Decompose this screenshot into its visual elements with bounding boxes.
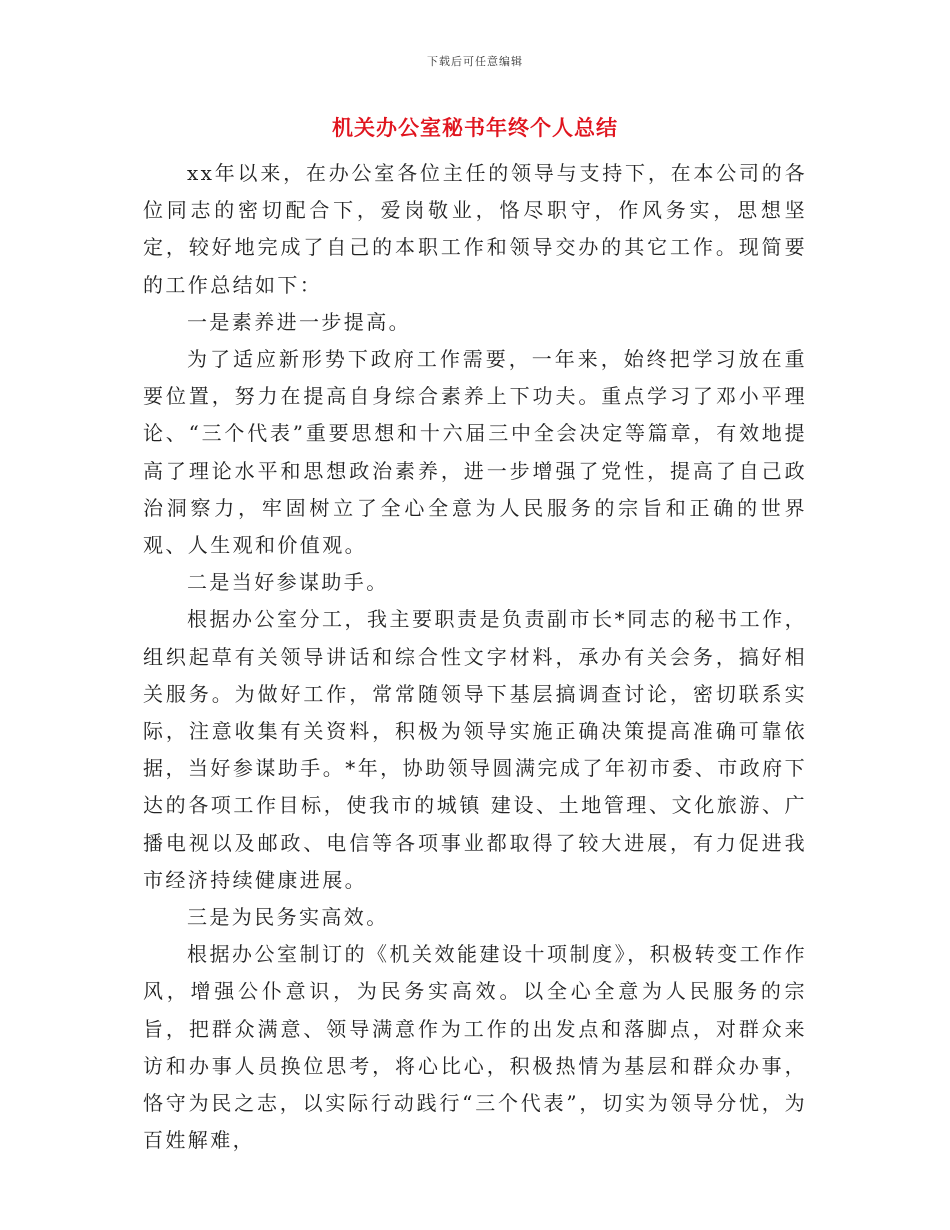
document-title: 机关办公室秘书年终个人总结 [332, 115, 618, 140]
header-note: 下载后可任意编辑 [427, 55, 523, 68]
section-heading-2: 二是当好参谋助手。 [187, 570, 389, 595]
document-body [143, 155, 807, 1159]
section-heading-3: 三是为民务实高效。 [187, 905, 389, 930]
paragraph-section-3: 根据办公室制订的《机关效能建设十项制度》，积极转变工作作风，增强公仆意识，为民务实高效。以全心全意为人民服务的宗旨，把群众满意、领导满意作为工作的出发点和落脚点，对群众来访和办事人员换位思考，将心比心，积极热情为基层和群众办事，恪守为民之志，以实际行动践行“三个代表”，切实为领导分忧，为百姓解难， [143, 942, 807, 1153]
paragraph-section-1: 为了适应新形势下政府工作需要，一年来，始终把学习放在重要位置，努力在提高自身综合素养上下功夫。重点学习了邓小平理论、“三个代表”重要思想和十六届三中全会决定等篇章，有效地提高了理论水平和思想政治素养，进一步增强了党性，提高了自己政治洞察力，牢固树立了全心全意为人民服务的宗旨和正确的世界观、人生观和价值观。 [143, 347, 807, 558]
section-heading-1: 一是素养进一步提高。 [187, 309, 411, 334]
paragraph-intro: xx年以来，在办公室各位主任的领导与支持下，在本公司的各位同志的密切配合下，爱岗敬业，恪尽职守，作风务实，思想坚定，较好地完成了自己的本职工作和领导交办的其它工作。现简要的工作总结如下： [143, 161, 807, 297]
paragraph-section-2: 根据办公室分工，我主要职责是负责副市长*同志的秘书工作，组织起草有关领导讲话和综合性文字材料，承办有关会务，搞好相关服务。为做好工作，常常随领导下基层搞调查讨论，密切联系实际，注意收集有关资料，积极为领导实施正确决策提高准确可靠依据，当好参谋助手。*年，协助领导圆满完成了年初市委、市政府下达的各项工作目标，使我市的城镇 建设、土地管理、文化旅游、广播电视以及邮政、电信等各项事业都取得了较大进展，有力促进我市经济持续健康进展。 [143, 607, 807, 892]
